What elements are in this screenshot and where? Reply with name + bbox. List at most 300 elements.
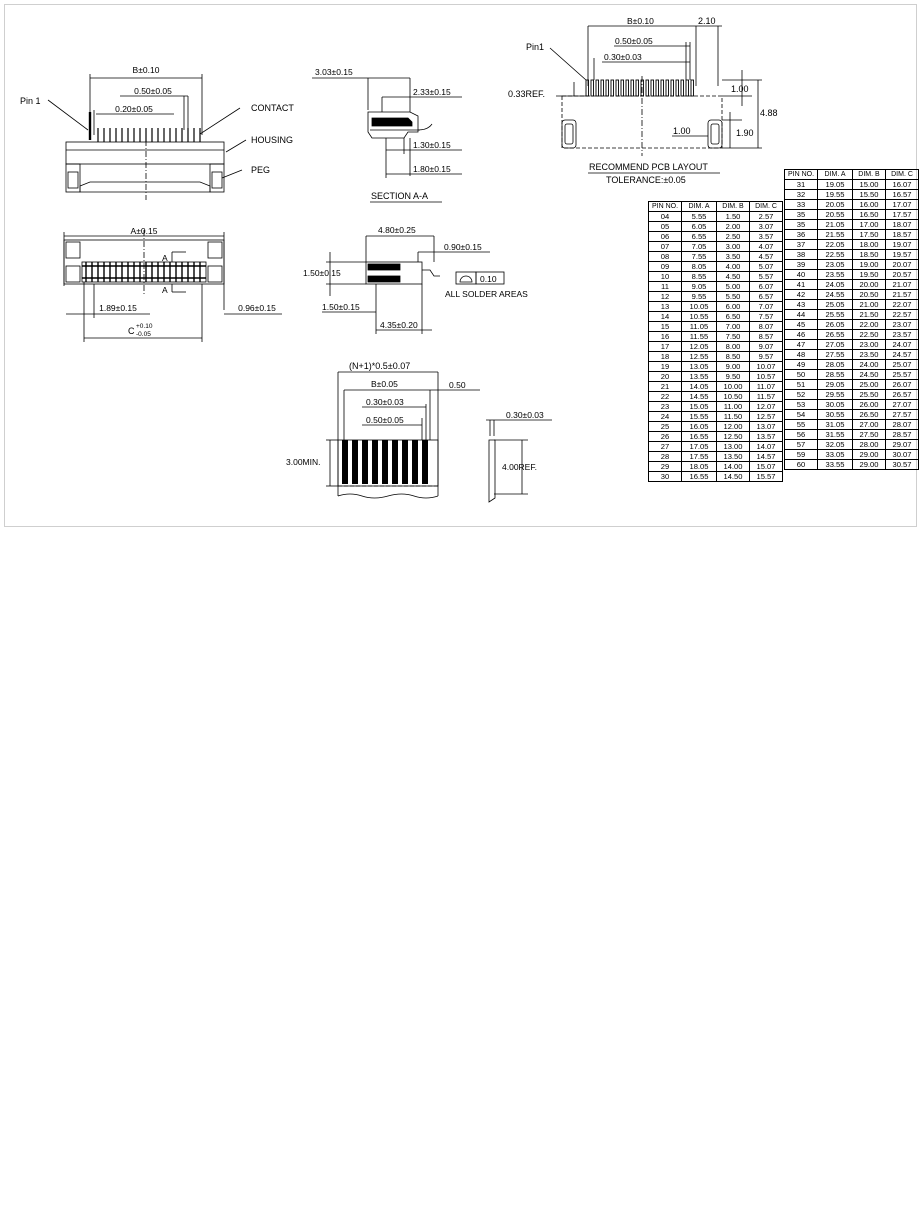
table-cell: 15 <box>649 322 682 332</box>
table-cell: 9.05 <box>682 282 717 292</box>
table-cell: 26.00 <box>853 400 886 410</box>
table-row <box>785 350 919 360</box>
table-row <box>649 292 783 302</box>
table-cell: 10.05 <box>682 302 717 312</box>
table-cell: 16.00 <box>853 200 886 210</box>
side-dim-depth: 4.35±0.20 <box>380 320 418 330</box>
table-row <box>649 282 783 292</box>
table-cell: 13.07 <box>750 422 783 432</box>
table-cell: 19.00 <box>853 260 886 270</box>
table-cell: 23.05 <box>818 260 853 270</box>
table-row <box>785 460 919 470</box>
table-cell: 13.57 <box>750 432 783 442</box>
table-row <box>785 260 919 270</box>
table-row <box>785 450 919 460</box>
section-view <box>312 67 462 202</box>
table-cell: 12.55 <box>682 352 717 362</box>
table-cell: 37 <box>785 240 818 250</box>
col-header-dim-c: DIM. C <box>886 170 919 180</box>
section-mark-bottom: A <box>162 285 168 295</box>
table-row <box>649 242 783 252</box>
table-cell: 2.50 <box>717 232 750 242</box>
table-cell: 27.00 <box>853 420 886 430</box>
table-row <box>649 372 783 382</box>
top-right-dim: 0.96±0.15 <box>238 303 276 313</box>
table-row <box>785 300 919 310</box>
table-cell: 22.07 <box>886 300 919 310</box>
col-header-dim-b: DIM. B <box>853 170 886 180</box>
col-header-dim-c: DIM. C <box>750 202 783 212</box>
table-cell: 47 <box>785 340 818 350</box>
pcb-100b: 1.00 <box>673 126 691 136</box>
table-cell: 14.05 <box>682 382 717 392</box>
fpc-thickness: 0.30±0.03 <box>506 410 544 420</box>
table-cell: 6.05 <box>682 222 717 232</box>
table-cell: 57 <box>785 440 818 450</box>
table-cell: 26.50 <box>853 410 886 420</box>
table-cell: 27.05 <box>818 340 853 350</box>
table-row <box>649 432 783 442</box>
table-cell: 28 <box>649 452 682 462</box>
table-cell: 21.55 <box>818 230 853 240</box>
table-cell: 09 <box>649 262 682 272</box>
table-cell: 10.55 <box>682 312 717 322</box>
table-row <box>649 342 783 352</box>
table-cell: 25.55 <box>818 310 853 320</box>
pcb-b-dim: B±0.10 <box>627 16 654 26</box>
table-cell: 13.50 <box>717 452 750 462</box>
table-cell: 13.00 <box>717 442 750 452</box>
table-cell: 4.07 <box>750 242 783 252</box>
table-cell: 18.07 <box>886 220 919 230</box>
table-cell: 11 <box>649 282 682 292</box>
table-cell: 11.05 <box>682 322 717 332</box>
table-cell: 25.05 <box>818 300 853 310</box>
table-cell: 26.57 <box>886 390 919 400</box>
table-cell: 54 <box>785 410 818 420</box>
table-cell: 23 <box>649 402 682 412</box>
top-left-dim: 1.89±0.15 <box>99 303 137 313</box>
table-cell: 14 <box>649 312 682 322</box>
table-row <box>785 240 919 250</box>
table-cell: 27.55 <box>818 350 853 360</box>
table-cell: 18 <box>649 352 682 362</box>
table-cell: 8.57 <box>750 332 783 342</box>
table-cell: 20.05 <box>818 200 853 210</box>
table-cell: 18.05 <box>682 462 717 472</box>
table-cell: 10.57 <box>750 372 783 382</box>
table-cell: 7.50 <box>717 332 750 342</box>
table-cell: 6.00 <box>717 302 750 312</box>
table-cell: 12.57 <box>750 412 783 422</box>
table-cell: 9.50 <box>717 372 750 382</box>
table-cell: 4.57 <box>750 252 783 262</box>
table-cell: 23.00 <box>853 340 886 350</box>
table-cell: 53 <box>785 400 818 410</box>
table-cell: 24.07 <box>886 340 919 350</box>
table-row <box>785 280 919 290</box>
table-row <box>785 210 919 220</box>
table-cell: 24.57 <box>886 350 919 360</box>
table-row <box>785 440 919 450</box>
front-pin1-label: Pin 1 <box>20 96 41 106</box>
table-cell: 27.07 <box>886 400 919 410</box>
table-cell: 36 <box>785 230 818 240</box>
table-cell: 3.07 <box>750 222 783 232</box>
table-cell: 3.50 <box>717 252 750 262</box>
table-cell: 16.07 <box>886 180 919 190</box>
table-cell: 15.50 <box>853 190 886 200</box>
table-row <box>649 462 783 472</box>
table-cell: 25.57 <box>886 370 919 380</box>
table-cell: 11.50 <box>717 412 750 422</box>
table-cell: 9.07 <box>750 342 783 352</box>
section-dim-130: 1.30±0.15 <box>413 140 451 150</box>
table-cell: 48 <box>785 350 818 360</box>
table-row <box>785 250 919 260</box>
table-cell: 5.00 <box>717 282 750 292</box>
table-cell: 21.50 <box>853 310 886 320</box>
table-row <box>785 360 919 370</box>
table-cell: 23.57 <box>886 330 919 340</box>
table-cell: 17.55 <box>682 452 717 462</box>
table-row <box>785 320 919 330</box>
table-cell: 17.00 <box>853 220 886 230</box>
table-cell: 25.50 <box>853 390 886 400</box>
table-cell: 29.07 <box>886 440 919 450</box>
table-cell: 7.07 <box>750 302 783 312</box>
fpc-pitch: 0.50±0.05 <box>366 415 404 425</box>
section-title: SECTION A-A <box>371 191 429 201</box>
table-cell: 13.05 <box>682 362 717 372</box>
table-cell: 60 <box>785 460 818 470</box>
table-cell: 22.57 <box>886 310 919 320</box>
table-cell: 8.07 <box>750 322 783 332</box>
pcb-pin1: Pin1 <box>526 42 545 52</box>
solder-note: ALL SOLDER AREAS <box>445 289 528 299</box>
table-cell: 25.07 <box>886 360 919 370</box>
pcb-ref: 0.33REF. <box>508 89 546 99</box>
table-row <box>649 332 783 342</box>
section-dim-180: 1.80±0.15 <box>413 164 451 174</box>
housing-label: HOUSING <box>251 135 294 145</box>
table-cell: 23.07 <box>886 320 919 330</box>
table-cell: 40 <box>785 270 818 280</box>
table-cell: 27.50 <box>853 430 886 440</box>
top-view <box>64 226 282 342</box>
table-cell: 08 <box>649 252 682 262</box>
fpc-050: 0.50 <box>449 380 466 390</box>
table-cell: 3.57 <box>750 232 783 242</box>
pcb-190: 1.90 <box>736 128 754 138</box>
table-cell: 17 <box>649 342 682 352</box>
fpc-conductor-width: 0.30±0.03 <box>366 397 404 407</box>
table-cell: 12.05 <box>682 342 717 352</box>
table-cell: 9.55 <box>682 292 717 302</box>
table-header-row <box>649 202 783 212</box>
table-cell: 16.55 <box>682 472 717 482</box>
table-row <box>649 272 783 282</box>
table-cell: 28.00 <box>853 440 886 450</box>
table-cell: 1.50 <box>717 212 750 222</box>
table-cell: 5.50 <box>717 292 750 302</box>
table-cell: 55 <box>785 420 818 430</box>
table-cell: 52 <box>785 390 818 400</box>
pcb-layout <box>508 16 778 185</box>
table-row <box>649 402 783 412</box>
table-cell: 13.55 <box>682 372 717 382</box>
table-cell: 7.00 <box>717 322 750 332</box>
col-header-dim-b: DIM. B <box>717 202 750 212</box>
table-cell: 10 <box>649 272 682 282</box>
table-cell: 16.55 <box>682 432 717 442</box>
table-cell: 23.55 <box>818 270 853 280</box>
table-row <box>649 382 783 392</box>
table-cell: 22 <box>649 392 682 402</box>
table-cell: 14.57 <box>750 452 783 462</box>
table-row <box>785 230 919 240</box>
pcb-pad-width: 0.30±0.03 <box>604 52 642 62</box>
table-row <box>785 390 919 400</box>
table-cell: 30.07 <box>886 450 919 460</box>
table-cell: 33.55 <box>818 460 853 470</box>
table-cell: 25.00 <box>853 380 886 390</box>
pcb-210: 2.10 <box>698 16 716 26</box>
table-cell: 5.57 <box>750 272 783 282</box>
table-cell: 18.00 <box>853 240 886 250</box>
table-cell: 25 <box>649 422 682 432</box>
table-cell: 30.57 <box>886 460 919 470</box>
table-cell: 27 <box>649 442 682 452</box>
table-cell: 15.00 <box>853 180 886 190</box>
table-cell: 15.55 <box>682 412 717 422</box>
pcb-100a: 1.00 <box>731 84 749 94</box>
table-row <box>785 180 919 190</box>
table-cell: 16 <box>649 332 682 342</box>
table-cell: 7.05 <box>682 242 717 252</box>
table-cell: 18.50 <box>853 250 886 260</box>
table-row <box>785 340 919 350</box>
table-cell: 51 <box>785 380 818 390</box>
table-row <box>785 400 919 410</box>
dim-table-right <box>784 169 919 470</box>
table-cell: 15.57 <box>750 472 783 482</box>
table-row <box>785 410 919 420</box>
table-cell: 44 <box>785 310 818 320</box>
table-cell: 9.57 <box>750 352 783 362</box>
table-row <box>785 380 919 390</box>
table-cell: 7.55 <box>682 252 717 262</box>
table-cell: 05 <box>649 222 682 232</box>
table-row <box>785 200 919 210</box>
table-cell: 22.00 <box>853 320 886 330</box>
table-cell: 56 <box>785 430 818 440</box>
table-cell: 15.07 <box>750 462 783 472</box>
table-row <box>785 430 919 440</box>
fpc-overall-dim: (N+1)*0.5±0.07 <box>349 361 411 371</box>
table-cell: 31.55 <box>818 430 853 440</box>
table-cell: 22.55 <box>818 250 853 260</box>
table-cell: 32 <box>785 190 818 200</box>
table-cell: 21.57 <box>886 290 919 300</box>
table-row <box>649 472 783 482</box>
table-row <box>649 352 783 362</box>
table-cell: 24 <box>649 412 682 422</box>
table-row <box>785 270 919 280</box>
table-row <box>649 262 783 272</box>
table-cell: 8.50 <box>717 352 750 362</box>
table-row <box>649 222 783 232</box>
table-cell: 5.55 <box>682 212 717 222</box>
table-cell: 26.05 <box>818 320 853 330</box>
table-cell: 35 <box>785 220 818 230</box>
table-cell: 27.57 <box>886 410 919 420</box>
col-header-dim-a: DIM. A <box>682 202 717 212</box>
col-header-dim-a: DIM. A <box>818 170 853 180</box>
table-row <box>649 442 783 452</box>
col-header-pin: PIN NO. <box>785 170 818 180</box>
side-dim-tail: 0.90±0.15 <box>444 242 482 252</box>
table-row <box>649 322 783 332</box>
table-row <box>785 190 919 200</box>
table-cell: 21.07 <box>886 280 919 290</box>
table-cell: 4.50 <box>717 272 750 282</box>
peg-label: PEG <box>251 165 271 175</box>
table-row <box>785 290 919 300</box>
table-cell: 7.57 <box>750 312 783 322</box>
table-row <box>649 302 783 312</box>
table-cell: 46 <box>785 330 818 340</box>
table-cell: 16.57 <box>886 190 919 200</box>
fpc-min-len: 3.00MIN. <box>286 457 321 467</box>
table-cell: 21.05 <box>818 220 853 230</box>
table-cell: 16.50 <box>853 210 886 220</box>
table-row <box>649 252 783 262</box>
table-cell: 33.05 <box>818 450 853 460</box>
table-cell: 5.07 <box>750 262 783 272</box>
table-cell: 26.55 <box>818 330 853 340</box>
table-cell: 2.00 <box>717 222 750 232</box>
table-cell: 2.57 <box>750 212 783 222</box>
col-header-pin: PIN NO. <box>649 202 682 212</box>
table-cell: 31.05 <box>818 420 853 430</box>
front-pitch-dim: 0.50±0.05 <box>134 86 172 96</box>
table-cell: 6.55 <box>682 232 717 242</box>
table-cell: 10.50 <box>717 392 750 402</box>
table-row <box>785 220 919 230</box>
table-cell: 19 <box>649 362 682 372</box>
table-cell: 24.00 <box>853 360 886 370</box>
table-cell: 22.50 <box>853 330 886 340</box>
table-row <box>785 420 919 430</box>
table-cell: 15.05 <box>682 402 717 412</box>
table-cell: 3.00 <box>717 242 750 252</box>
table-cell: 17.57 <box>886 210 919 220</box>
table-cell: 11.55 <box>682 332 717 342</box>
table-cell: 43 <box>785 300 818 310</box>
top-c-dim: C <box>128 326 135 336</box>
top-c-tol-lower: -0.05 <box>136 331 151 338</box>
table-cell: 32.05 <box>818 440 853 450</box>
contact-label: CONTACT <box>251 103 294 113</box>
table-cell: 6.57 <box>750 292 783 302</box>
table-cell: 21 <box>649 382 682 392</box>
table-cell: 10.07 <box>750 362 783 372</box>
table-cell: 33 <box>785 200 818 210</box>
table-cell: 29.00 <box>853 460 886 470</box>
table-cell: 12.07 <box>750 402 783 412</box>
side-dim-width: 4.80±0.25 <box>378 225 416 235</box>
table-cell: 11.00 <box>717 402 750 412</box>
side-view <box>303 225 528 334</box>
table-cell: 4.00 <box>717 262 750 272</box>
table-cell: 28.05 <box>818 360 853 370</box>
table-cell: 29.00 <box>853 450 886 460</box>
table-cell: 19.55 <box>818 190 853 200</box>
top-a-dim: A±0.15 <box>130 226 158 236</box>
table-cell: 42 <box>785 290 818 300</box>
pcb-488: 4.88 <box>760 108 778 118</box>
table-cell: 29.55 <box>818 390 853 400</box>
table-cell: 13 <box>649 302 682 312</box>
table-cell: 6.07 <box>750 282 783 292</box>
table-cell: 8.55 <box>682 272 717 282</box>
dim-table-left <box>648 201 783 482</box>
table-header-row <box>785 170 919 180</box>
front-width-dim: 0.20±0.05 <box>115 104 153 114</box>
table-cell: 17.05 <box>682 442 717 452</box>
table-cell: 41 <box>785 280 818 290</box>
table-cell: 26.07 <box>886 380 919 390</box>
table-row <box>649 312 783 322</box>
table-cell: 9.00 <box>717 362 750 372</box>
table-cell: 22.05 <box>818 240 853 250</box>
table-cell: 20 <box>649 372 682 382</box>
table-row <box>649 232 783 242</box>
table-cell: 14.07 <box>750 442 783 452</box>
table-cell: 20.50 <box>853 290 886 300</box>
table-cell: 38 <box>785 250 818 260</box>
table-cell: 19.50 <box>853 270 886 280</box>
table-cell: 24.50 <box>853 370 886 380</box>
table-cell: 30 <box>649 472 682 482</box>
table-row <box>785 310 919 320</box>
table-cell: 31 <box>785 180 818 190</box>
table-cell: 19.05 <box>818 180 853 190</box>
fpc-view <box>286 361 552 502</box>
table-cell: 04 <box>649 212 682 222</box>
table-cell: 8.05 <box>682 262 717 272</box>
table-cell: 10.00 <box>717 382 750 392</box>
pcb-title: RECOMMEND PCB LAYOUT <box>589 162 708 172</box>
table-cell: 6.50 <box>717 312 750 322</box>
table-cell: 11.07 <box>750 382 783 392</box>
pcb-tolerance: TOLERANCE:±0.05 <box>606 175 686 185</box>
table-cell: 45 <box>785 320 818 330</box>
table-cell: 20.57 <box>886 270 919 280</box>
table-cell: 16.05 <box>682 422 717 432</box>
table-cell: 8.00 <box>717 342 750 352</box>
flatness-value: 0.10 <box>480 274 497 284</box>
table-cell: 12.00 <box>717 422 750 432</box>
table-cell: 20.00 <box>853 280 886 290</box>
table-cell: 18.57 <box>886 230 919 240</box>
fpc-ref-len: 4.00REF. <box>502 462 537 472</box>
table-cell: 19.57 <box>886 250 919 260</box>
table-cell: 20.55 <box>818 210 853 220</box>
table-row <box>649 452 783 462</box>
side-dim-peg: 1.50±0.15 <box>322 302 360 312</box>
